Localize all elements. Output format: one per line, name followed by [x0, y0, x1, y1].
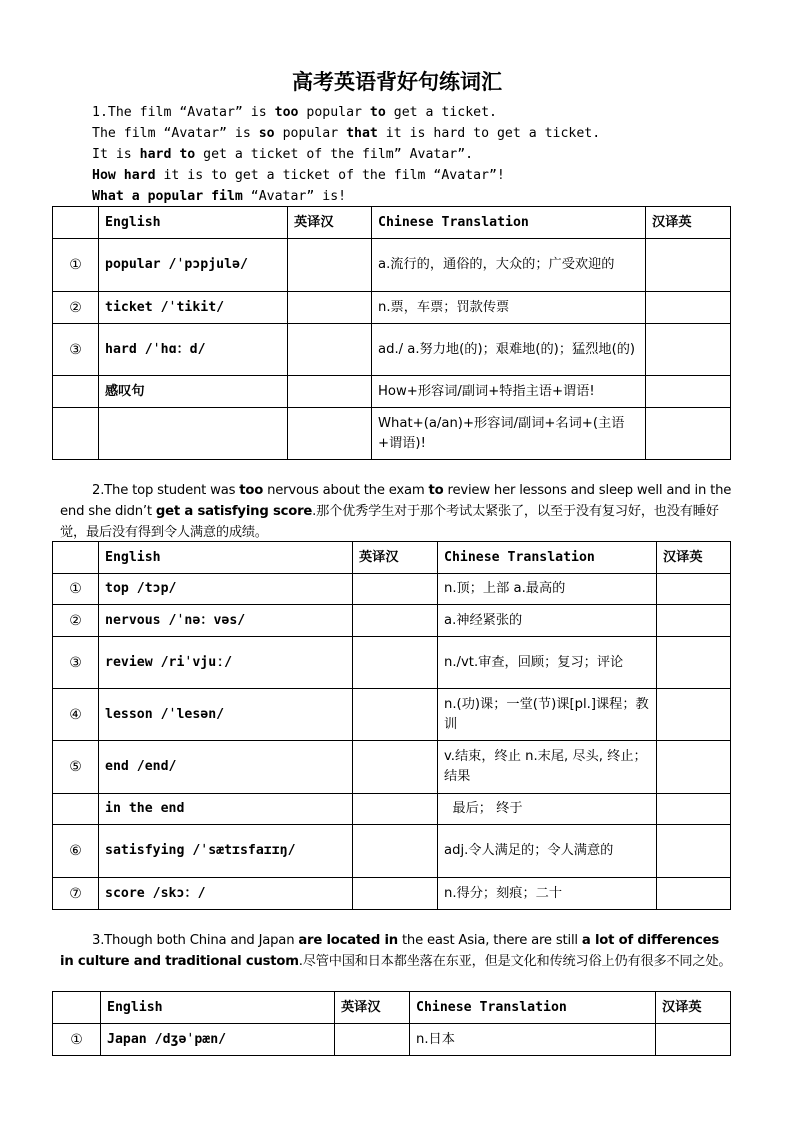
row-number: ①: [53, 239, 99, 292]
text-run: popular: [274, 126, 347, 141]
chinese-translation: ad./ a.努力地(的)；艰难地(的)；猛烈地(的): [372, 324, 646, 376]
text-run: The film “Avatar” is: [92, 126, 259, 141]
chinese-translation: a.流行的，通俗的，大众的；广受欢迎的: [372, 239, 646, 292]
table-row: [53, 637, 731, 689]
bold-phrase: get a satisfying score: [155, 504, 313, 519]
header-cell: English: [99, 207, 288, 239]
blank-en-to-cn-cell[interactable]: [353, 794, 438, 825]
blank-cn-to-en-cell[interactable]: [657, 605, 731, 637]
english-word: ticket /ˈtikit/: [99, 292, 288, 324]
english-word: [99, 408, 288, 460]
bold-phrase: hard to: [139, 147, 196, 162]
english-word: in the end: [99, 794, 353, 825]
header-cell: 英译汉: [288, 207, 372, 239]
chinese-translation: n.票，车票；罚款传票: [372, 292, 646, 324]
header-cell: 汉译英: [656, 992, 731, 1024]
english-word: satisfying /ˈsætɪsfaɪɪŋ/: [99, 825, 353, 878]
english-word: 感叹句: [99, 376, 288, 408]
table-row: [53, 324, 731, 376]
text-run: It is: [92, 147, 140, 162]
blank-en-to-cn-cell[interactable]: [353, 689, 438, 741]
row-number: ②: [53, 605, 99, 637]
vocab-table-1: [52, 206, 731, 460]
text-run: the east Asia, there are still: [397, 933, 582, 948]
blank-cn-to-en-cell[interactable]: [657, 574, 731, 605]
text-run: nervous about the exam: [263, 483, 429, 498]
row-number: ④: [53, 689, 99, 741]
chinese-translation: v.结束，终止 n.末尾, 尽头, 终止；结果: [438, 741, 657, 794]
table-row: [53, 825, 731, 878]
text-run: 2.The top student was: [92, 483, 240, 498]
blank-en-to-cn-cell[interactable]: [288, 292, 372, 324]
header-cell: Chinese Translation: [438, 542, 657, 574]
s3-sentence: [60, 930, 736, 972]
blank-en-to-cn-cell[interactable]: [288, 324, 372, 376]
table-header-row: [53, 992, 731, 1024]
blank-cn-to-en-cell[interactable]: [657, 794, 731, 825]
table-row: [53, 239, 731, 292]
english-word: lesson /ˈlesən/: [99, 689, 353, 741]
row-number: ③: [53, 324, 99, 376]
header-cell: English: [99, 542, 353, 574]
english-word: score /skɔ：/: [99, 878, 353, 910]
header-cell: [53, 992, 101, 1024]
blank-cn-to-en-cell[interactable]: [646, 324, 731, 376]
bold-phrase: so: [258, 126, 275, 141]
text-run: it is to get a ticket of the film “Avatar”!: [155, 168, 505, 183]
row-number: ①: [53, 574, 99, 605]
chinese-translation: What+(a/an)+形容词/副词+名词+(主语+谓语)!: [372, 408, 646, 460]
table-row: [53, 1024, 731, 1056]
bold-phrase: How hard: [92, 168, 156, 183]
blank-cn-to-en-cell[interactable]: [657, 741, 731, 794]
table-row: [53, 794, 731, 825]
english-word: hard /ˈhɑ：d/: [99, 324, 288, 376]
bold-phrase: a lot of differences in culture and traditional custom: [60, 933, 720, 969]
vocab-table-2: [52, 541, 731, 910]
bold-phrase: too: [239, 483, 264, 498]
s1-sentence-4: [92, 166, 505, 186]
english-word: top /tɔp/: [99, 574, 353, 605]
bold-phrase: that: [346, 126, 378, 141]
s1-sentence-5: [92, 187, 346, 207]
blank-cn-to-en-cell[interactable]: [657, 878, 731, 910]
blank-cn-to-en-cell[interactable]: [657, 825, 731, 878]
bold-phrase: to: [369, 105, 386, 120]
blank-en-to-cn-cell[interactable]: [335, 1024, 410, 1056]
chinese-translation: n.得分；刻痕；二十: [438, 878, 657, 910]
blank-cn-to-en-cell[interactable]: [646, 376, 731, 408]
s1-sentence-1: [92, 103, 497, 123]
blank-cn-to-en-cell[interactable]: [646, 292, 731, 324]
row-number: [53, 794, 99, 825]
blank-cn-to-en-cell[interactable]: [656, 1024, 731, 1056]
table-header-row: [53, 207, 731, 239]
row-number: [53, 376, 99, 408]
row-number: [53, 408, 99, 460]
table-row: [53, 376, 731, 408]
blank-en-to-cn-cell[interactable]: [353, 637, 438, 689]
row-number: ①: [53, 1024, 101, 1056]
s1-sentence-2: [92, 124, 600, 144]
table-row: [53, 292, 731, 324]
text-run: “Avatar” is!: [242, 189, 347, 204]
blank-en-to-cn-cell[interactable]: [288, 239, 372, 292]
table-row: [53, 605, 731, 637]
header-cell: English: [101, 992, 335, 1024]
page-title: 高考英语背好句练词汇: [292, 70, 502, 94]
english-word: nervous /ˈnə：vəs/: [99, 605, 353, 637]
text-run: it is hard to get a ticket.: [377, 126, 601, 141]
blank-en-to-cn-cell[interactable]: [288, 408, 372, 460]
text-run: .那个优秀学生对于那个考试太紧张了，以至于没有复习好，也没有睡好觉，最后没有得到令人满意的成绩。: [60, 504, 719, 540]
chinese-translation: n.日本: [410, 1024, 656, 1056]
bold-phrase: What a popular film: [92, 189, 243, 204]
blank-en-to-cn-cell[interactable]: [353, 605, 438, 637]
row-number: ②: [53, 292, 99, 324]
blank-cn-to-en-cell[interactable]: [646, 239, 731, 292]
english-word: review /riˈvjuː/: [99, 637, 353, 689]
s1-sentence-3: [92, 145, 473, 165]
blank-en-to-cn-cell[interactable]: [353, 741, 438, 794]
blank-cn-to-en-cell[interactable]: [657, 689, 731, 741]
header-cell: Chinese Translation: [410, 992, 656, 1024]
header-cell: [53, 542, 99, 574]
english-word: end /end/: [99, 741, 353, 794]
table-row: [53, 741, 731, 794]
table-row: [53, 689, 731, 741]
header-cell: Chinese Translation: [372, 207, 646, 239]
chinese-translation: n.(功)课；一堂(节)课[pl.]课程；教训: [438, 689, 657, 741]
text-run: popular: [298, 105, 370, 120]
table-row: [53, 574, 731, 605]
chinese-translation: n./vt.审查，回顾；复习；评论: [438, 637, 657, 689]
blank-en-to-cn-cell[interactable]: [353, 878, 438, 910]
header-cell: 汉译英: [646, 207, 731, 239]
bold-phrase: to: [428, 483, 444, 498]
bold-phrase: are located in: [298, 933, 398, 948]
blank-en-to-cn-cell[interactable]: [353, 574, 438, 605]
text-run: 3.Though both China and Japan: [92, 933, 299, 948]
text-run: .尽管中国和日本都坐落在东亚，但是文化和传统习俗上仍有很多不同之处。: [298, 954, 732, 969]
header-cell: 英译汉: [353, 542, 438, 574]
row-number: ⑦: [53, 878, 99, 910]
row-number: ⑥: [53, 825, 99, 878]
text-run: review her lessons and sleep well and in the end she didn’t: [60, 483, 732, 519]
english-word: Japan /dʒəˈpæn/: [101, 1024, 335, 1056]
chinese-translation: a.神经紧张的: [438, 605, 657, 637]
text-run: get a ticket of the film” Avatar”.: [195, 147, 474, 162]
chinese-translation: 最后； 终于: [438, 794, 657, 825]
blank-en-to-cn-cell[interactable]: [353, 825, 438, 878]
blank-en-to-cn-cell[interactable]: [288, 376, 372, 408]
english-word: popular /ˈpɔpjulə/: [99, 239, 288, 292]
blank-cn-to-en-cell[interactable]: [657, 637, 731, 689]
bold-phrase: too: [274, 105, 299, 120]
header-cell: [53, 207, 99, 239]
chinese-translation: n.顶；上部 a.最高的: [438, 574, 657, 605]
vocab-table-3: [52, 991, 731, 1056]
header-cell: 英译汉: [335, 992, 410, 1024]
row-number: ⑤: [53, 741, 99, 794]
table-row: [53, 408, 731, 460]
blank-cn-to-en-cell[interactable]: [646, 408, 731, 460]
s2-sentence: [60, 480, 736, 543]
header-cell: 汉译英: [657, 542, 731, 574]
text-run: get a ticket.: [385, 105, 497, 120]
row-number: ③: [53, 637, 99, 689]
table-row: [53, 878, 731, 910]
chinese-translation: How+形容词/副词+特指主语+谓语!: [372, 376, 646, 408]
table-header-row: [53, 542, 731, 574]
text-run: 1.The film “Avatar” is: [92, 105, 275, 120]
chinese-translation: adj.令人满足的；令人满意的: [438, 825, 657, 878]
